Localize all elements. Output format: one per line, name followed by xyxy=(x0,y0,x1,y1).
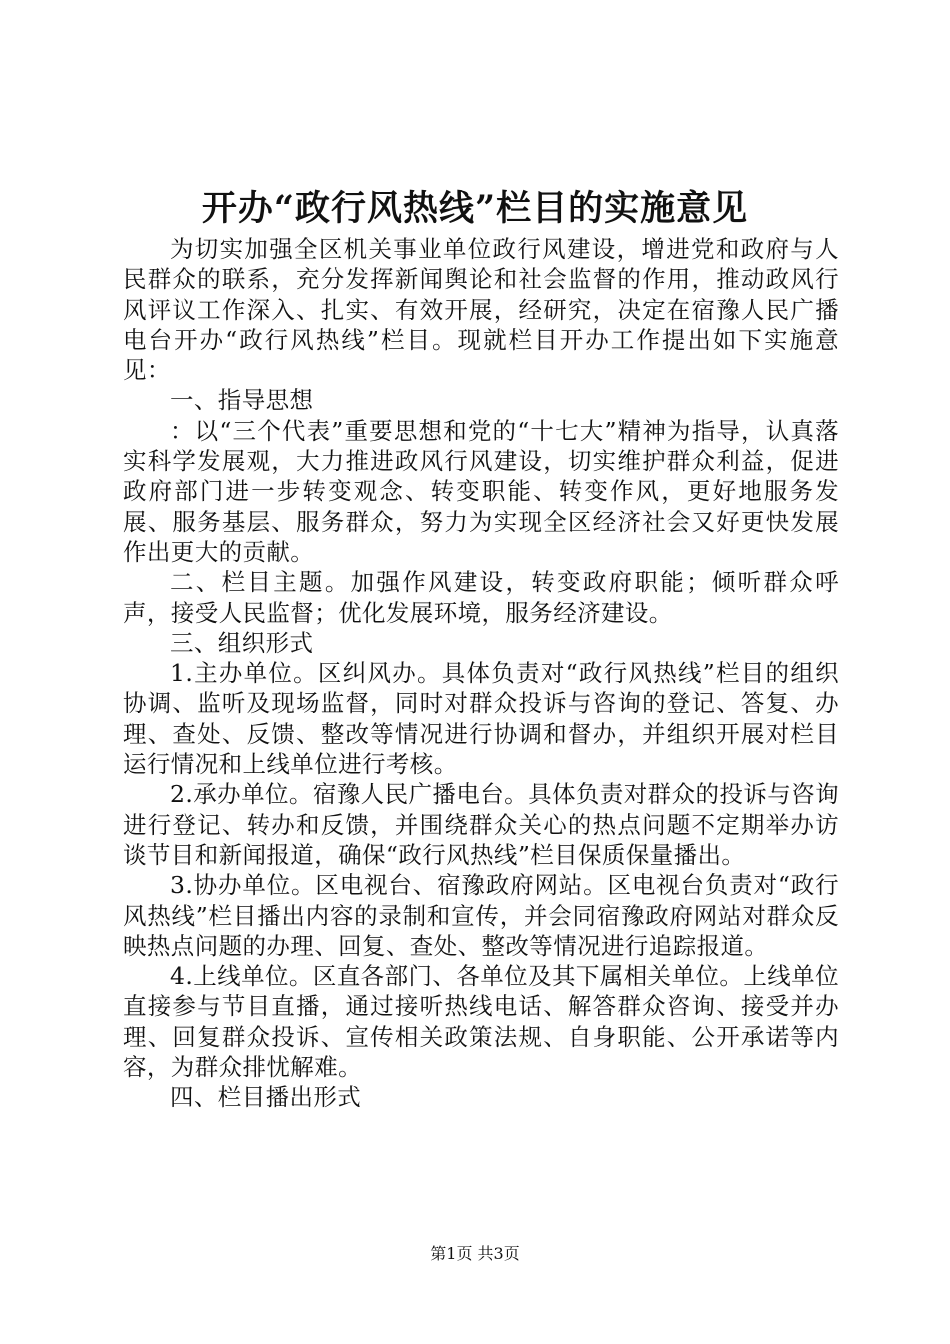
paragraph-co-organizer-unit: 3.协办单位。区电视台、宿豫政府网站。区电视台负责对“政行风热线”栏目播出内容的录制和宣传，并会同宿豫政府网站对群众反映热点问题的办理、回复、查处、整改等情况进行追踪报道。 xyxy=(123,871,839,960)
document-title: 开办“政行风热线”栏目的实施意见 xyxy=(201,188,749,229)
paragraph-guiding-ideology: ：以“三个代表”重要思想和党的“十七大”精神为指导，认真落实科学发展观，大力推进政风行风建设，切实维护群众利益，促进政府部门进一步转变观念、转变职能、转变作风，更好地服务发展、服务基层、服务群众，努力为实现全区经济社会又好更快发展作出更大的贡献。 xyxy=(123,416,839,566)
paragraph-host-unit: 1.主办单位。区纠风办。具体负责对“政行风热线”栏目的组织协调、监听及现场监督，同时对群众投诉与咨询的登记、答复、办理、查处、反馈、整改等情况进行协调和督办，并组织开展对栏目运行情况和上线单位进行考核。 xyxy=(123,659,839,779)
paragraph-online-unit: 4.上线单位。区直各部门、各单位及其下属相关单位。上线单位直接参与节目直播，通过接听热线电话、解答群众咨询、接受并办理、回复群众投诉、宣传相关政策法规、自身职能、公开承诺等内容，为群众排忧解难。 xyxy=(123,962,839,1082)
heading-organization-form: 三、组织形式 xyxy=(170,628,314,657)
document-body xyxy=(123,234,839,1113)
paragraph-column-theme: 二、栏目主题。加强作风建设，转变政府职能；倾听群众呼声，接受人民监督；优化发展环境，服务经济建设。 xyxy=(123,568,839,627)
heading-broadcast-form: 四、栏目播出形式 xyxy=(170,1083,362,1112)
paragraph-intro: 为切实加强全区机关事业单位政行风建设，增进党和政府与人民群众的联系，充分发挥新闻舆论和社会监督的作用，推动政风行风评议工作深入、扎实、有效开展，经研究，决定在宿豫人民广播电台开办“政行风热线”栏目。现就栏目开办工作提出如下实施意见： xyxy=(123,235,839,385)
paragraph-organizer-unit: 2.承办单位。宿豫人民广播电台。具体负责对群众的投诉与咨询进行登记、转办和反馈，并围绕群众关心的热点问题不定期举办访谈节目和新闻报道，确保“政行风热线”栏目保质保量播出。 xyxy=(123,780,839,869)
page-number-footer: 第1页 共3页 xyxy=(430,1244,520,1263)
heading-guiding-ideology: 一、指导思想 xyxy=(170,386,314,415)
